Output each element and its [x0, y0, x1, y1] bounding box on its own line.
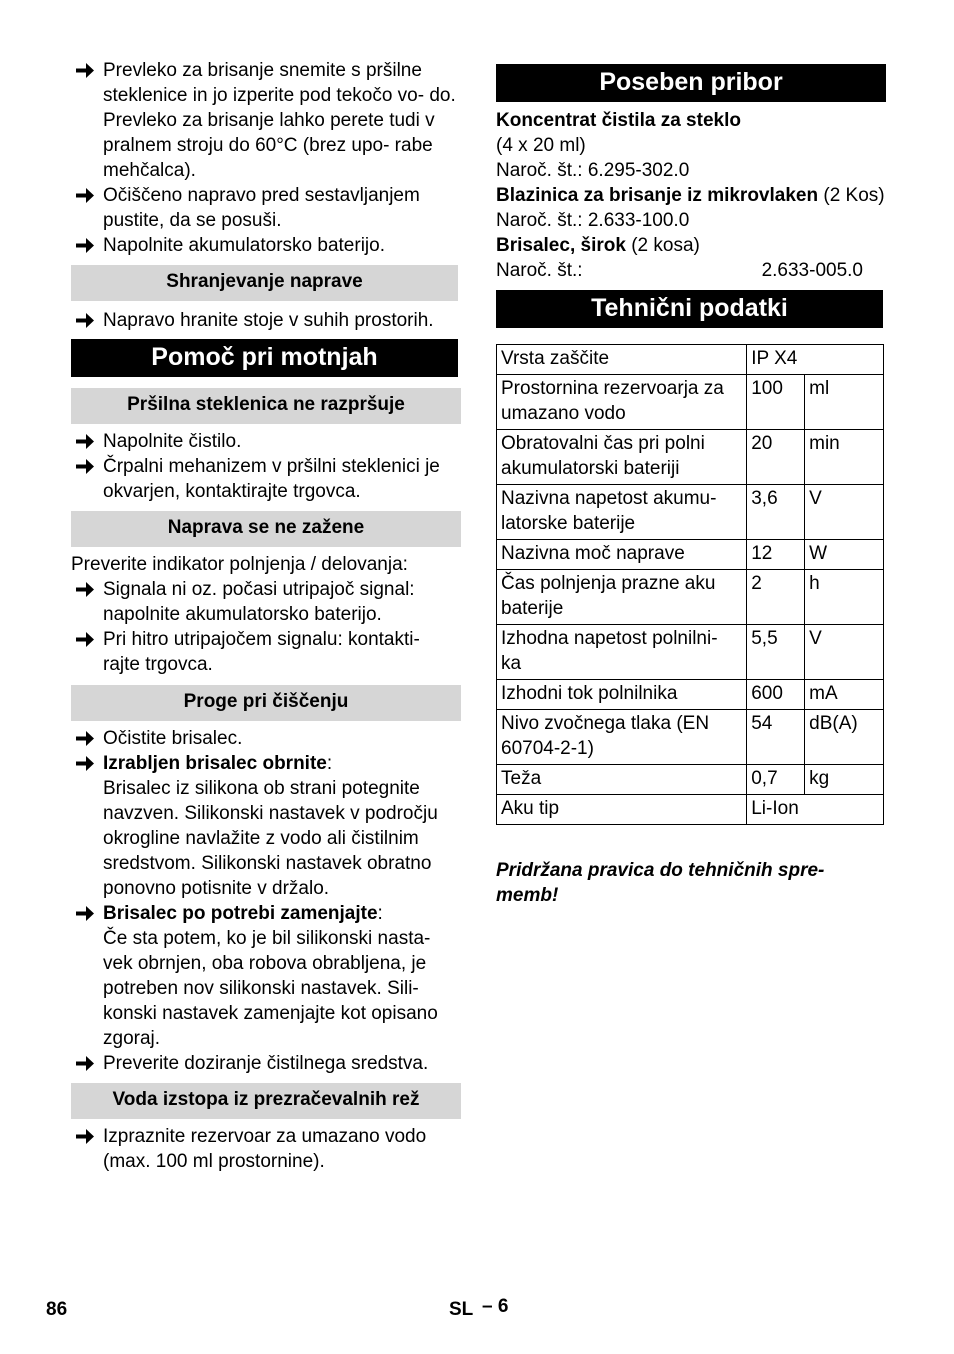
spec-label: Teža	[497, 765, 747, 795]
arrow-icon	[74, 308, 98, 333]
spec-value: Li-Ion	[747, 795, 884, 825]
accessory-qty: (2 kosa)	[625, 235, 700, 256]
list-item	[71, 627, 461, 677]
spec-value: 12	[747, 540, 805, 570]
list-item-text: Napravo hranite stoje v suhih prostorih.	[103, 310, 434, 331]
list-item	[71, 901, 461, 1051]
spec-label: Obratovalni čas pri polni akumulatorski bateriji	[497, 430, 747, 485]
storage-heading: Shranjevanje naprave	[71, 265, 458, 301]
spec-unit: V	[805, 625, 884, 680]
arrow-icon	[74, 183, 98, 208]
table-row	[497, 570, 884, 625]
language-code: SL	[449, 1299, 474, 1320]
accessory-order-number: Naroč. št.: 6.295-302.0	[496, 160, 690, 181]
spec-table	[496, 344, 884, 825]
arrow-icon	[74, 454, 98, 479]
list-item-text: Če sta potem, ko je bil silikonski nasta- vek obrnjen, oba robova obrabljena, je potreben nov silikonski nastavek. Sili- konski nastavek zamenjajte kot opisano zgoraj.	[103, 928, 438, 1049]
accessory-item	[496, 233, 886, 283]
start-intro: Preverite indikator polnjenja / delovanja:	[71, 554, 408, 575]
table-row	[497, 710, 884, 765]
spec-unit: h	[805, 570, 884, 625]
accessory-item	[496, 183, 886, 233]
spec-value: 0,7	[747, 765, 805, 795]
list-item-text: Prevleko za brisanje snemite s pršilne steklenice in jo izperite pod tekočo vo- do. Prevleko za brisanje lahko perete tudi v pralnem stroju do 60°C (brez upo- rabe mehčalca).	[103, 60, 456, 181]
spray-heading: Pršilna steklenica ne razpršuje	[71, 388, 461, 424]
spec-unit: dB(A)	[805, 710, 884, 765]
spec-value: 2	[747, 570, 805, 625]
arrow-icon	[74, 901, 98, 926]
arrow-icon	[74, 429, 98, 454]
right-column	[496, 64, 886, 908]
list-item-text: Signala ni oz. počasi utripajoč signal: napolnite akumulatorsko baterijo.	[103, 579, 415, 625]
spec-value: IP X4	[747, 345, 884, 375]
list-item	[71, 751, 461, 901]
spec-unit: V	[805, 485, 884, 540]
spec-label: Nazivna napetost akumu- latorske baterije	[497, 485, 747, 540]
table-row	[497, 540, 884, 570]
streaks-heading: Proge pri čiščenju	[71, 685, 461, 721]
accessory-qty: (4 x 20 ml)	[496, 135, 586, 156]
list-item-text: Napolnite čistilo.	[103, 431, 242, 452]
arrow-icon	[74, 58, 98, 83]
list-item	[71, 1124, 461, 1174]
page-number: 86	[46, 1299, 68, 1320]
spec-label: Izhodna napetost polnilni- ka	[497, 625, 747, 680]
accessory-order-value: 2.633-005.0	[761, 260, 863, 281]
list-item	[71, 726, 461, 751]
list-item-text: Izpraznite rezervoar za umazano vodo (max. 100 ml prostornine).	[103, 1126, 427, 1172]
list-item-colon: :	[377, 903, 383, 924]
table-row	[497, 375, 884, 430]
list-item-colon: :	[326, 753, 333, 774]
list-item	[71, 577, 461, 627]
table-row	[497, 680, 884, 710]
accessories-title: Poseben pribor	[496, 64, 886, 102]
accessory-order-label: Naroč. št.:	[496, 260, 583, 281]
list-item-bold: Izrabljen brisalec obrnite	[103, 753, 327, 774]
start-heading: Naprava se ne zažene	[71, 511, 461, 547]
arrow-icon	[74, 751, 98, 776]
list-item	[71, 308, 461, 333]
section-page: – 6	[482, 1296, 509, 1317]
spec-unit: kg	[805, 765, 884, 795]
spec-unit: ml	[805, 375, 884, 430]
list-item	[71, 454, 461, 504]
vents-heading: Voda izstopa iz prezračevalnih rež	[71, 1083, 461, 1119]
list-item-text: Preverite doziranje čistilnega sredstva.	[103, 1053, 429, 1074]
spec-label: Izhodni tok polnilnika	[497, 680, 747, 710]
list-item	[71, 233, 461, 258]
tech-data-title: Tehnični podatki	[496, 290, 883, 328]
list-item-text: Črpalni mehanizem v pršilni steklenici je okvarjen, kontaktirajte trgovca.	[103, 456, 440, 502]
spec-value: 54	[747, 710, 805, 765]
accessory-name: Koncentrat čistila za steklo	[496, 110, 741, 131]
spec-unit: W	[805, 540, 884, 570]
table-row	[497, 795, 884, 825]
list-item	[71, 1051, 461, 1076]
spec-unit: min	[805, 430, 884, 485]
list-item-bold: Brisalec po potrebi zamenjajte	[103, 903, 378, 924]
left-column	[71, 58, 461, 1174]
spec-label: Čas polnjenja prazne aku baterije	[497, 570, 747, 625]
table-row	[497, 485, 884, 540]
list-item-text: Očiščeno napravo pred sestavljanjem pustite, da se posuši.	[103, 185, 420, 231]
accessory-name: Blazinica za brisanje iz mikrovlaken	[496, 185, 819, 206]
list-item-text: Napolnite akumulatorsko baterijo.	[103, 235, 385, 256]
list-item-text: Očistite brisalec.	[103, 728, 243, 749]
spec-value: 5,5	[747, 625, 805, 680]
list-item	[71, 58, 461, 183]
spec-value: 600	[747, 680, 805, 710]
list-item	[71, 183, 461, 233]
arrow-icon	[74, 233, 98, 258]
spec-value: 100	[747, 375, 805, 430]
accessory-item	[496, 108, 886, 183]
spec-value: 20	[747, 430, 805, 485]
list-item-text: Pri hitro utripajočem signalu: kontakti- rajte trgovca.	[103, 629, 420, 675]
troubleshooting-title: Pomoč pri motnjah	[71, 339, 458, 377]
notice: Pridržana pravica do tehničnih spre- memb!	[496, 860, 825, 906]
arrow-icon	[74, 1124, 98, 1149]
spec-unit: mA	[805, 680, 884, 710]
accessory-qty: (2 Kos)	[818, 185, 885, 206]
spec-label: Nivo zvočnega tlaka (EN 60704-2-1)	[497, 710, 747, 765]
table-row	[497, 625, 884, 680]
spec-label: Prostornina rezervoarja za umazano vodo	[497, 375, 747, 430]
accessory-order-number: Naroč. št.: 2.633-100.0	[496, 210, 690, 231]
table-row	[497, 765, 884, 795]
list-item	[71, 429, 461, 454]
spec-label: Vrsta zaščite	[497, 345, 747, 375]
arrow-icon	[74, 726, 98, 751]
spec-value: 3,6	[747, 485, 805, 540]
arrow-icon	[74, 577, 98, 602]
accessory-name: Brisalec, širok	[496, 235, 626, 256]
table-row	[497, 430, 884, 485]
arrow-icon	[74, 627, 98, 652]
table-row	[497, 345, 884, 375]
spec-label: Nazivna moč naprave	[497, 540, 747, 570]
arrow-icon	[74, 1051, 98, 1076]
list-item-text: Brisalec iz silikona ob strani potegnite navzven. Silikonski nastavek v področju okrogline navlažite z vodo ali čistilnim sredstvom. Silikonski nastavek obratno ponovno potisnite v držalo.	[103, 778, 438, 899]
spec-label: Aku tip	[497, 795, 747, 825]
